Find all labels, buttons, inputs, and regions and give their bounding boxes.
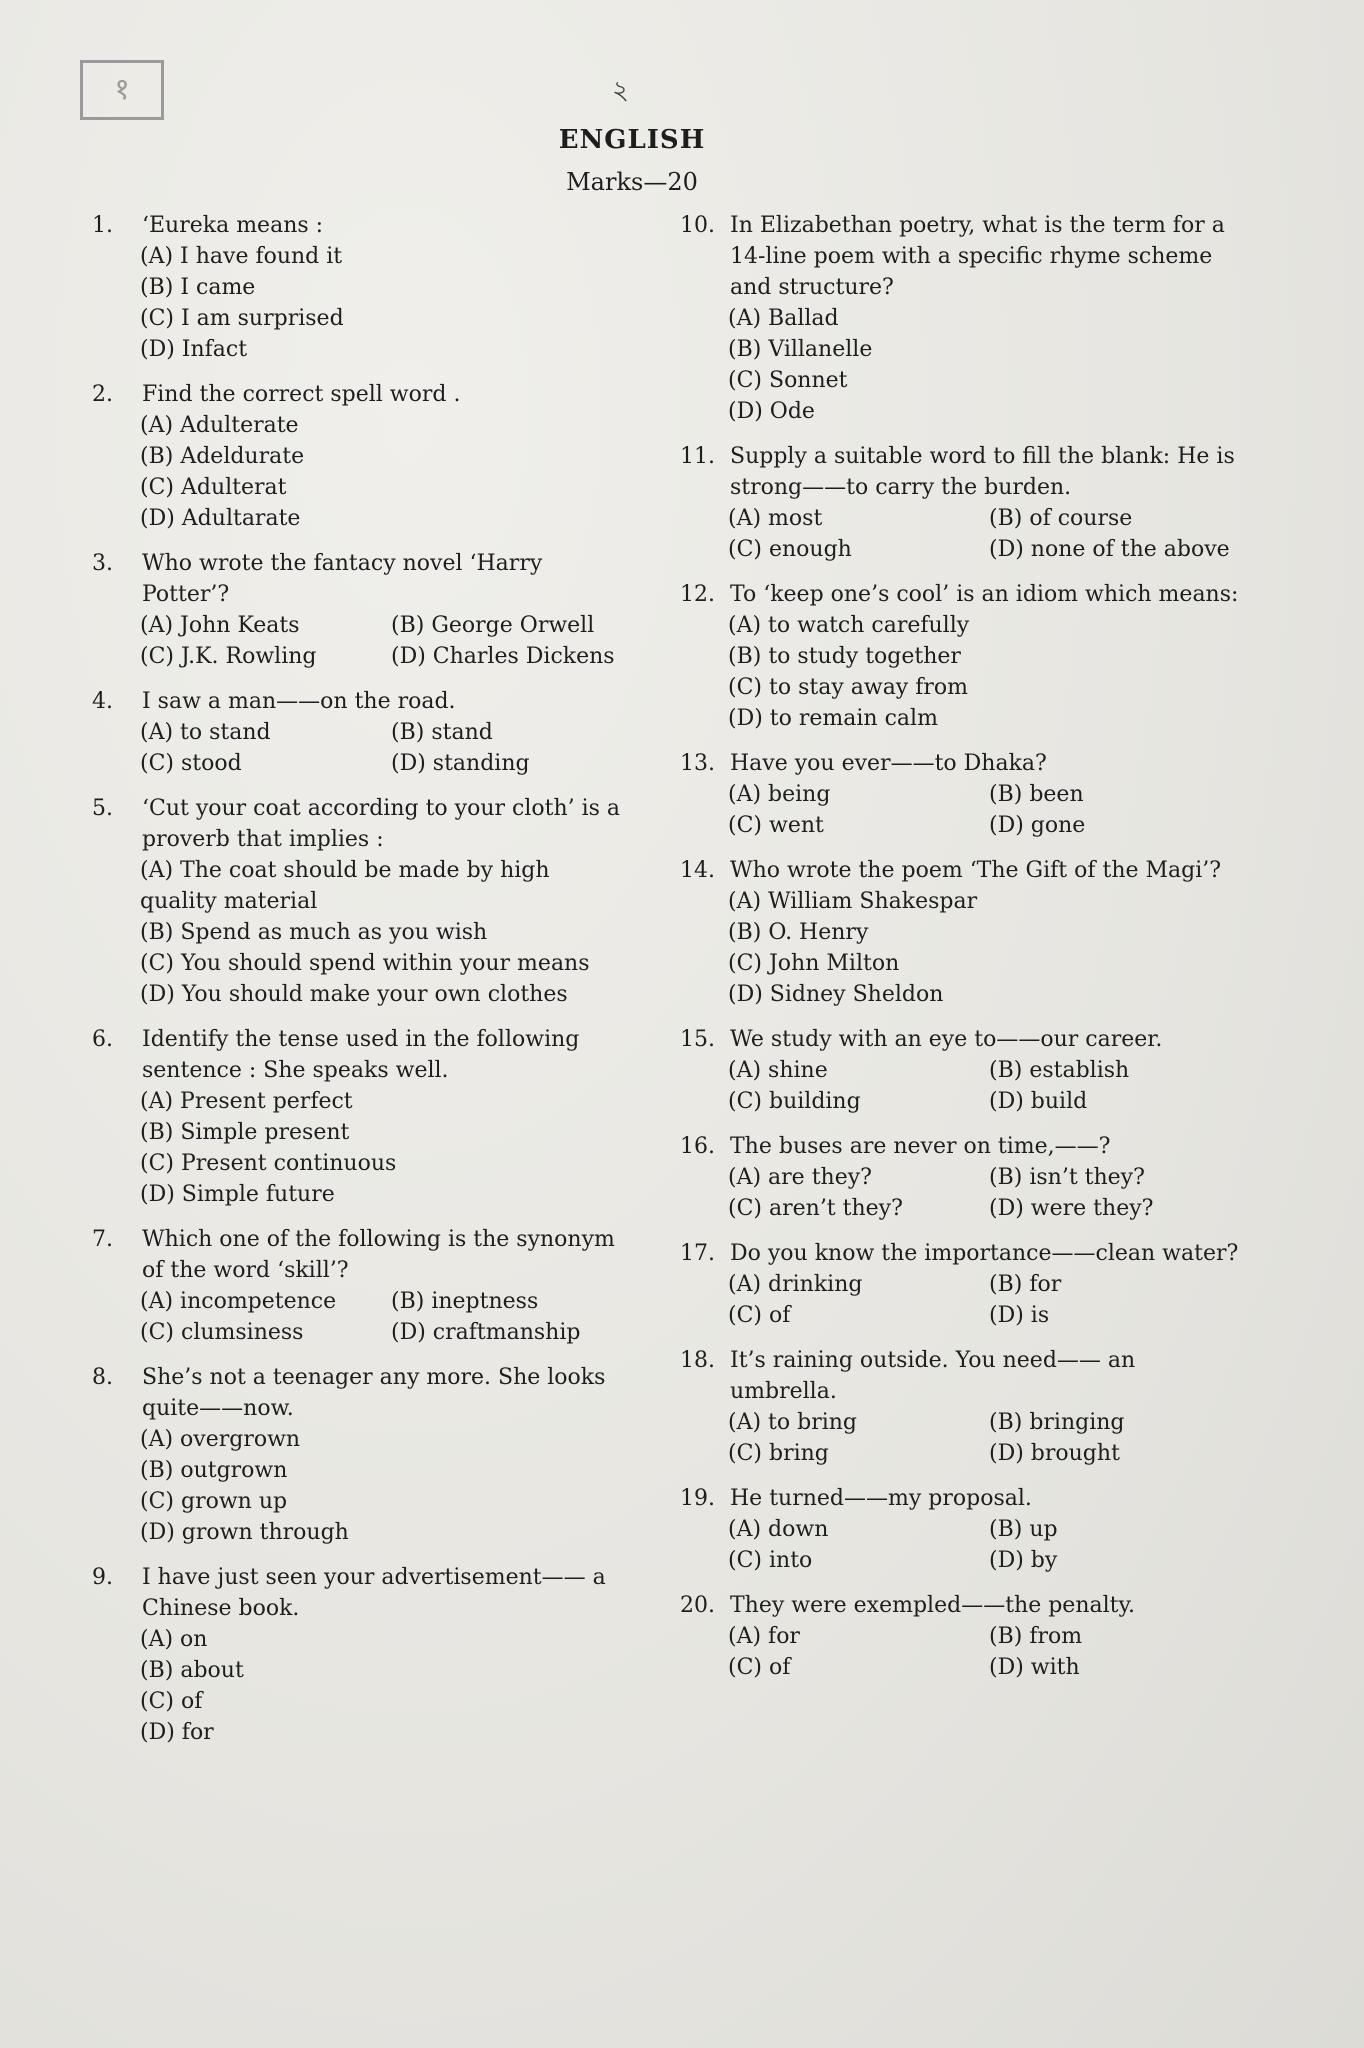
left-column xyxy=(92,210,632,1762)
question-number: 18. xyxy=(680,1348,715,1373)
question-text: Who wrote the fantacy novel ‘Harry Potter’? xyxy=(142,551,543,607)
option-list xyxy=(728,503,1240,565)
option-list xyxy=(728,1407,1240,1469)
question-12 xyxy=(680,579,1240,734)
option-c: (C) bring xyxy=(728,1441,829,1466)
option-a: (A) William Shakespar xyxy=(728,889,978,914)
option-d: (D) build xyxy=(989,1089,1088,1114)
option-b: (B) of course xyxy=(989,506,1133,531)
option-d: (D) gone xyxy=(989,813,1086,838)
question-number: 17. xyxy=(680,1241,715,1266)
option-b: (B) Spend as much as you wish xyxy=(140,920,488,945)
question-18 xyxy=(680,1345,1240,1469)
question-7 xyxy=(92,1224,632,1348)
option-a: (A) The coat should be made by high quality material xyxy=(140,858,550,914)
question-text: Who wrote the poem ‘The Gift of the Magi’? xyxy=(730,858,1222,883)
option-b: (B) Villanelle xyxy=(728,337,873,362)
option-d: (D) brought xyxy=(989,1441,1120,1466)
question-20 xyxy=(680,1590,1240,1683)
question-text: Have you ever——to Dhaka? xyxy=(730,751,1047,776)
question-text: ‘Cut your coat according to your cloth’ is a proverb that implies : xyxy=(142,796,621,852)
option-a: (A) incompetence xyxy=(140,1289,337,1314)
question-number: 7. xyxy=(92,1227,113,1252)
question-4 xyxy=(92,686,632,779)
option-d: (D) to remain calm xyxy=(728,706,938,731)
question-number: 12. xyxy=(680,582,715,607)
question-15 xyxy=(680,1024,1240,1117)
option-c: (C) grown up xyxy=(140,1489,288,1514)
question-text: Find the correct spell word . xyxy=(142,382,461,407)
question-text: I saw a man——on the road. xyxy=(142,689,456,714)
option-b: (B) been xyxy=(989,782,1084,807)
option-b: (B) for xyxy=(989,1272,1062,1297)
option-c: (C) Adulterat xyxy=(140,475,287,500)
question-number: 14. xyxy=(680,858,715,883)
question-number: 6. xyxy=(92,1027,113,1052)
question-17 xyxy=(680,1238,1240,1331)
option-d: (D) with xyxy=(989,1655,1080,1680)
question-number: 9. xyxy=(92,1565,113,1590)
question-text: She’s not a teenager any more. She looks quite——now. xyxy=(142,1365,606,1421)
option-b: (B) about xyxy=(140,1658,244,1683)
question-9 xyxy=(92,1562,632,1748)
option-c: (C) of xyxy=(728,1655,791,1680)
question-number: 13. xyxy=(680,751,715,776)
option-b: (B) bringing xyxy=(989,1410,1125,1435)
option-d: (D) grown through xyxy=(140,1520,349,1545)
option-d: (D) Adultarate xyxy=(140,506,301,531)
option-d: (D) You should make your own clothes xyxy=(140,982,568,1007)
question-number: 10. xyxy=(680,213,715,238)
marks-line: Marks—20 xyxy=(566,168,698,196)
question-number: 2. xyxy=(92,382,113,407)
option-list xyxy=(728,610,1240,734)
option-d: (D) Charles Dickens xyxy=(391,644,615,669)
option-list xyxy=(140,1086,632,1210)
question-text: Do you know the importance——clean water? xyxy=(730,1241,1239,1266)
option-b: (B) George Orwell xyxy=(391,613,595,638)
option-d: (D) none of the above xyxy=(989,537,1230,562)
option-list xyxy=(140,610,632,672)
question-3 xyxy=(92,548,632,672)
question-text: ‘Eureka means : xyxy=(142,213,324,238)
page-box-number: १ xyxy=(80,60,164,120)
option-list xyxy=(728,1514,1240,1576)
option-b: (B) stand xyxy=(391,720,493,745)
option-a: (A) to watch carefully xyxy=(728,613,970,638)
option-a: (A) John Keats xyxy=(140,613,300,638)
option-list xyxy=(140,241,632,365)
option-c: (C) of xyxy=(140,1689,203,1714)
question-number: 3. xyxy=(92,551,113,576)
option-c: (C) Present continuous xyxy=(140,1151,397,1176)
question-text: Which one of the following is the synonym of the word ‘skill’? xyxy=(142,1227,615,1283)
option-list xyxy=(728,1621,1240,1683)
option-d: (D) Sidney Sheldon xyxy=(728,982,944,1007)
option-b: (B) establish xyxy=(989,1058,1130,1083)
option-a: (A) to bring xyxy=(728,1410,858,1435)
option-c: (C) Sonnet xyxy=(728,368,848,393)
option-a: (A) are they? xyxy=(728,1165,872,1190)
question-number: 11. xyxy=(680,444,715,469)
question-text: I have just seen your advertisement—— a Chinese book. xyxy=(142,1565,606,1621)
page-number: ২ xyxy=(612,76,629,106)
question-number: 1. xyxy=(92,213,113,238)
option-a: (A) to stand xyxy=(140,720,271,745)
question-11 xyxy=(680,441,1240,565)
option-b: (B) O. Henry xyxy=(728,920,869,945)
option-list xyxy=(140,717,632,779)
question-number: 4. xyxy=(92,689,113,714)
option-a: (A) on xyxy=(140,1627,208,1652)
option-b: (B) to study together xyxy=(728,644,961,669)
question-text: He turned——my proposal. xyxy=(730,1486,1032,1511)
question-text: To ‘keep one’s cool’ is an idiom which means: xyxy=(730,582,1239,607)
question-number: 8. xyxy=(92,1365,113,1390)
option-a: (A) drinking xyxy=(728,1272,863,1297)
option-a: (A) shine xyxy=(728,1058,828,1083)
question-16 xyxy=(680,1131,1240,1224)
question-text: Supply a suitable word to fill the blank: He is strong——to carry the burden. xyxy=(730,444,1235,500)
right-column xyxy=(680,210,1240,1697)
question-1 xyxy=(92,210,632,365)
question-text: In Elizabethan poetry, what is the term for a 14-line poem with a specific rhyme scheme and structure? xyxy=(730,213,1225,300)
option-d: (D) is xyxy=(989,1303,1050,1328)
question-text: It’s raining outside. You need—— an umbrella. xyxy=(730,1348,1136,1404)
option-c: (C) stood xyxy=(140,751,242,776)
option-a: (A) Ballad xyxy=(728,306,839,331)
option-a: (A) Present perfect xyxy=(140,1089,353,1114)
option-list xyxy=(140,1286,632,1348)
question-5 xyxy=(92,793,632,1010)
option-c: (C) enough xyxy=(728,537,852,562)
option-d: (D) Ode xyxy=(728,399,815,424)
option-c: (C) I am surprised xyxy=(140,306,344,331)
option-a: (A) Adulterate xyxy=(140,413,299,438)
option-a: (A) most xyxy=(728,506,823,531)
option-list xyxy=(728,1162,1240,1224)
option-c: (C) J.K. Rowling xyxy=(140,644,317,669)
question-number: 20. xyxy=(680,1593,715,1618)
option-list xyxy=(140,410,632,534)
option-d: (D) standing xyxy=(391,751,530,776)
option-b: (B) ineptness xyxy=(391,1289,539,1314)
option-a: (A) I have found it xyxy=(140,244,343,269)
question-14 xyxy=(680,855,1240,1010)
option-c: (C) went xyxy=(728,813,824,838)
question-text: The buses are never on time,——? xyxy=(730,1134,1111,1159)
option-d: (D) Infact xyxy=(140,337,248,362)
option-b: (B) I came xyxy=(140,275,256,300)
option-list xyxy=(728,303,1240,427)
option-list xyxy=(728,1055,1240,1117)
question-text: They were exempled——the penalty. xyxy=(730,1593,1135,1618)
option-list xyxy=(728,779,1240,841)
question-2 xyxy=(92,379,632,534)
option-d: (D) Simple future xyxy=(140,1182,335,1207)
question-13 xyxy=(680,748,1240,841)
option-c: (C) of xyxy=(728,1303,791,1328)
option-d: (D) craftmanship xyxy=(391,1320,581,1345)
question-text: We study with an eye to——our career. xyxy=(730,1027,1163,1052)
option-b: (B) up xyxy=(989,1517,1058,1542)
option-c: (C) to stay away from xyxy=(728,675,968,700)
option-a: (A) overgrown xyxy=(140,1427,301,1452)
question-8 xyxy=(92,1362,632,1548)
option-b: (B) Simple present xyxy=(140,1120,350,1145)
question-text: Identify the tense used in the following sentence : She speaks well. xyxy=(142,1027,580,1083)
option-d: (D) for xyxy=(140,1720,214,1745)
option-b: (B) outgrown xyxy=(140,1458,288,1483)
option-b: (B) isn’t they? xyxy=(989,1165,1145,1190)
option-d: (D) were they? xyxy=(989,1196,1154,1221)
option-a: (A) down xyxy=(728,1517,829,1542)
option-b: (B) from xyxy=(989,1624,1083,1649)
option-c: (C) into xyxy=(728,1548,813,1573)
option-list xyxy=(140,855,632,1010)
option-b: (B) Adeldurate xyxy=(140,444,305,469)
page-title: ENGLISH xyxy=(558,125,706,155)
question-19 xyxy=(680,1483,1240,1576)
question-number: 19. xyxy=(680,1486,715,1511)
question-number: 16. xyxy=(680,1134,715,1159)
option-list xyxy=(728,1269,1240,1331)
option-d: (D) by xyxy=(989,1548,1058,1573)
option-a: (A) being xyxy=(728,782,831,807)
question-10 xyxy=(680,210,1240,427)
question-6 xyxy=(92,1024,632,1210)
option-list xyxy=(140,1424,632,1548)
option-c: (C) John Milton xyxy=(728,951,900,976)
question-number: 5. xyxy=(92,796,113,821)
option-c: (C) aren’t they? xyxy=(728,1196,903,1221)
option-c: (C) You should spend within your means xyxy=(140,951,590,976)
option-c: (C) clumsiness xyxy=(140,1320,304,1345)
option-list xyxy=(140,1624,632,1748)
option-c: (C) building xyxy=(728,1089,861,1114)
option-list xyxy=(728,886,1240,1010)
question-number: 15. xyxy=(680,1027,715,1052)
option-a: (A) for xyxy=(728,1624,800,1649)
